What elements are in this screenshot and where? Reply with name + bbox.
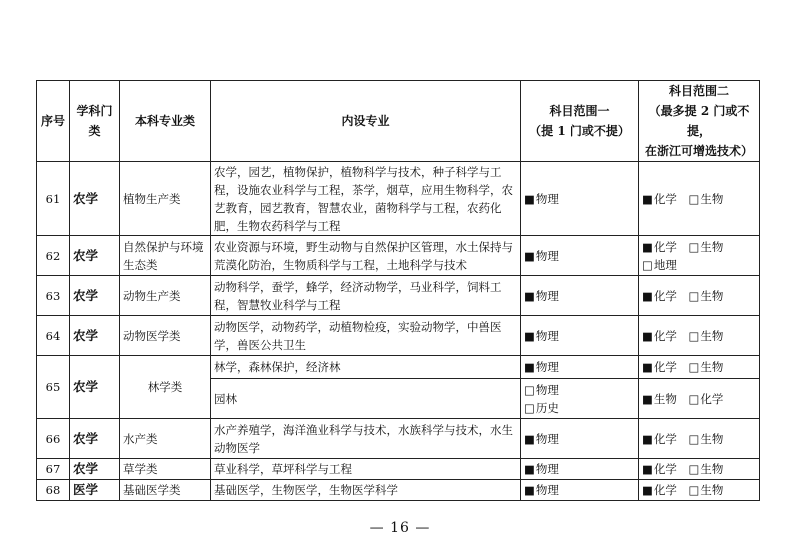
row-range1 [521, 356, 639, 379]
table-header-row [37, 81, 760, 162]
row-range1 [521, 276, 639, 316]
unchecked-box-icon: □ 生物 [689, 358, 724, 376]
checked-box-icon: ■ 化学 [642, 238, 677, 256]
row-category: 农学 [70, 459, 120, 480]
checked-box-icon: ■ 化学 [642, 460, 677, 478]
page-number: — 16 — [369, 520, 431, 536]
row-number: 63 [37, 276, 70, 316]
unchecked-box-icon: □ 物理 [524, 383, 559, 397]
row-range1 [521, 480, 639, 501]
row-range1 [521, 379, 639, 419]
unchecked-box-icon: □ 生物 [689, 287, 724, 305]
row-category: 农学 [70, 316, 120, 356]
row-category: 医学 [70, 480, 120, 501]
checked-box-icon: ■ 化学 [642, 481, 677, 499]
row-major-class: 自然保护与环境生态类 [120, 236, 211, 276]
row-category: 农学 [70, 276, 120, 316]
checked-box-icon: ■ 物理 [524, 249, 559, 263]
row-majors: 基础医学，生物医学，生物医学科学 [211, 480, 521, 501]
row-number: 66 [37, 419, 70, 459]
unchecked-box-icon: □ 生物 [689, 460, 724, 478]
table-row [37, 356, 760, 379]
row-majors: 动物医学，动物药学，动植物检疫，实验动物学，中兽医学，兽医公共卫生 [211, 316, 521, 356]
row-number: 67 [37, 459, 70, 480]
checked-box-icon: ■ 物理 [524, 483, 559, 497]
table-row [37, 459, 760, 480]
row-range1 [521, 459, 639, 480]
checked-box-icon: ■ 物理 [524, 432, 559, 446]
unchecked-box-icon: □ 生物 [689, 481, 724, 499]
header-majors: 内设专业 [211, 81, 521, 162]
row-category: 农学 [70, 236, 120, 276]
unchecked-box-icon: □ 地理 [642, 258, 677, 272]
row-range1 [521, 236, 639, 276]
checked-box-icon: ■ 生物 [642, 390, 677, 408]
unchecked-box-icon: □ 生物 [689, 190, 724, 208]
row-majors: 林学，森林保护，经济林 [211, 356, 521, 379]
row-major-class: 动物医学类 [120, 316, 211, 356]
header-range2-line2: （最多提 2 门或不提， [648, 104, 750, 138]
row-major-class: 水产类 [120, 419, 211, 459]
row-category: 农学 [70, 356, 120, 419]
checked-box-icon: ■ 化学 [642, 327, 677, 345]
row-number: 65 [37, 356, 70, 419]
unchecked-box-icon: □ 生物 [689, 238, 724, 256]
header-major-class: 本科专业类 [120, 81, 211, 162]
row-range2 [639, 419, 760, 459]
table-row [37, 480, 760, 501]
header-category: 学科门类 [70, 81, 120, 162]
header-range1-line2: （提 1 门或不提） [529, 124, 630, 138]
row-majors: 园林 [211, 379, 521, 419]
row-range2 [639, 316, 760, 356]
row-range2 [639, 379, 760, 419]
header-range2-line1: 科目范围二 [668, 84, 729, 98]
row-category: 农学 [70, 162, 120, 236]
table-row [37, 276, 760, 316]
row-number: 62 [37, 236, 70, 276]
row-range2 [639, 276, 760, 316]
table-row [37, 316, 760, 356]
row-major-class: 植物生产类 [120, 162, 211, 236]
header-range2 [639, 81, 760, 162]
row-number: 68 [37, 480, 70, 501]
header-range1-line1: 科目范围一 [549, 104, 610, 118]
unchecked-box-icon: □ 化学 [689, 390, 724, 408]
checked-box-icon: ■ 化学 [642, 190, 677, 208]
row-major-class: 动物生产类 [120, 276, 211, 316]
table-row [37, 419, 760, 459]
header-seq: 序号 [37, 81, 70, 162]
checked-box-icon: ■ 化学 [642, 287, 677, 305]
checked-box-icon: ■ 物理 [524, 192, 559, 206]
row-major-class: 林学类 [120, 356, 211, 419]
row-majors: 农业资源与环境，野生动物与自然保护区管理，水土保持与荒漠化防治，生物质科学与工程，土地科学与技术 [211, 236, 521, 276]
header-range2-line3: 在浙江可增选技术） [644, 144, 753, 158]
checked-box-icon: ■ 物理 [524, 360, 559, 374]
row-range1 [521, 162, 639, 236]
row-range2 [639, 480, 760, 501]
unchecked-box-icon: □ 历史 [524, 401, 559, 415]
subject-requirements-table [36, 80, 760, 501]
row-category: 农学 [70, 419, 120, 459]
checked-box-icon: ■ 化学 [642, 358, 677, 376]
row-range2 [639, 162, 760, 236]
table-row [37, 236, 760, 276]
row-range2 [639, 236, 760, 276]
checked-box-icon: ■ 物理 [524, 289, 559, 303]
checked-box-icon: ■ 物理 [524, 329, 559, 343]
row-major-class: 基础医学类 [120, 480, 211, 501]
row-majors: 农学，园艺，植物保护，植物科学与技术，种子科学与工程，设施农业科学与工程，茶学，烟草，应用生物科学，农艺教育，园艺教育，智慧农业，菌物科学与工程，农药化肥，生物农药科学与工程 [211, 162, 521, 236]
table-row [37, 162, 760, 236]
row-majors: 水产养殖学，海洋渔业科学与技术，水族科学与技术，水生动物医学 [211, 419, 521, 459]
header-range1 [521, 81, 639, 162]
row-majors: 草业科学，草坪科学与工程 [211, 459, 521, 480]
row-major-class: 草学类 [120, 459, 211, 480]
row-range1 [521, 316, 639, 356]
row-number: 64 [37, 316, 70, 356]
row-range2 [639, 356, 760, 379]
unchecked-box-icon: □ 生物 [689, 430, 724, 448]
checked-box-icon: ■ 物理 [524, 462, 559, 476]
unchecked-box-icon: □ 生物 [689, 327, 724, 345]
row-number: 61 [37, 162, 70, 236]
row-majors: 动物科学，蚕学，蜂学，经济动物学，马业科学，饲料工程，智慧牧业科学与工程 [211, 276, 521, 316]
checked-box-icon: ■ 化学 [642, 430, 677, 448]
row-range1 [521, 419, 639, 459]
row-range2 [639, 459, 760, 480]
